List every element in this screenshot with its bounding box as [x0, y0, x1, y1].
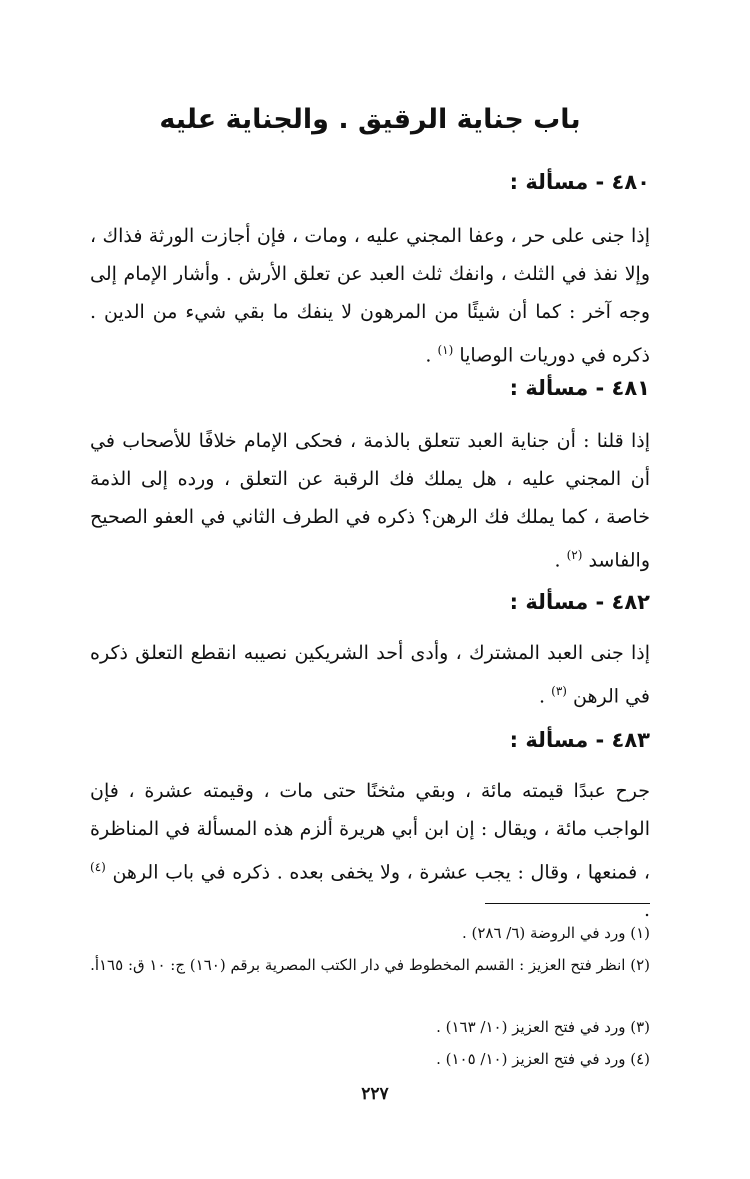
- issue-text-480: [90, 217, 650, 374]
- period: .: [554, 549, 567, 572]
- issue-text-481: [90, 422, 650, 579]
- issue-body: إذا قلنا : أن جناية العبد تتعلق بالذمة ، فحكى الإمام خلافًا للأصحاب في أن المجني عليه ، هل يملك فك الرقبة عن التعلق ، ورده إلى الذمة خاصة ، كما يملك فك الرهن؟ ذكره في الطرف الثاني في العفو الصحيح والفاسد: [90, 430, 650, 572]
- footnote-1: (١) ورد في الروضة (٦/ ٢٨٦) .: [461, 924, 650, 942]
- issue-text-482: [90, 634, 650, 715]
- chapter-title: باب جناية الرقيق . والجناية عليه: [159, 104, 581, 135]
- footnote-3: (٣) ورد في فتح العزيز (١٠/ ١٦٣) .: [436, 1018, 650, 1036]
- issue-body: إذا جنى العبد المشترك ، وأدى أحد الشريكين نصيبه انقطع التعلق ذكره في الرهن: [90, 642, 650, 708]
- issue-body: جرح عبدًا قيمته مائة ، وبقي مثخنًا حتى مات ، وقيمته عشرة ، فإن الواجب مائة ، ويقال : إن ابن أبي هريرة ألزم هذه المسألة في المناظرة ، فمنعها ، وقال : يجب عشرة ، ولا يخفى بعده . ذكره في باب الرهن: [90, 780, 651, 884]
- period: .: [643, 899, 650, 922]
- period: .: [539, 685, 552, 708]
- footnote-ref: (٢): [566, 548, 583, 562]
- footnote-ref: (١): [437, 343, 454, 357]
- issue-text-483: [90, 772, 650, 929]
- period: .: [425, 344, 438, 367]
- footnote-4: (٤) ورد في فتح العزيز (١٠/ ١٠٥) .: [436, 1050, 650, 1068]
- footnote-divider: [485, 903, 650, 904]
- footnote-ref: (٤): [90, 860, 106, 874]
- footnote-2: (٢) انظر فتح العزيز : القسم المخطوط في دار الكتب المصرية برقم (١٦٠) ج: ١٠ ق: ١٦٥أ.: [90, 956, 650, 974]
- issue-heading-481: ٤٨١ - مسألة :: [509, 376, 650, 400]
- issue-heading-482: ٤٨٢ - مسألة :: [509, 590, 650, 614]
- page-number: ٢٢٧: [361, 1084, 389, 1104]
- issue-heading-483: ٤٨٣ - مسألة :: [509, 728, 650, 752]
- footnote-ref: (٣): [551, 684, 567, 698]
- issue-heading-480: ٤٨٠ - مسألة :: [509, 170, 650, 194]
- issue-body: إذا جنى على حر ، وعفا المجني عليه ، ومات ، فإن أجازت الورثة فذاك ، وإلا نفذ في الثلث ، وانفك ثلث العبد عن تعلق الأرش . وأشار الإمام إلى وجه آخر : كما أن شيئًا من المرهون لا ينفك ما بقي شيء من الدين . ذكره في دوريات الوصايا: [90, 225, 650, 367]
